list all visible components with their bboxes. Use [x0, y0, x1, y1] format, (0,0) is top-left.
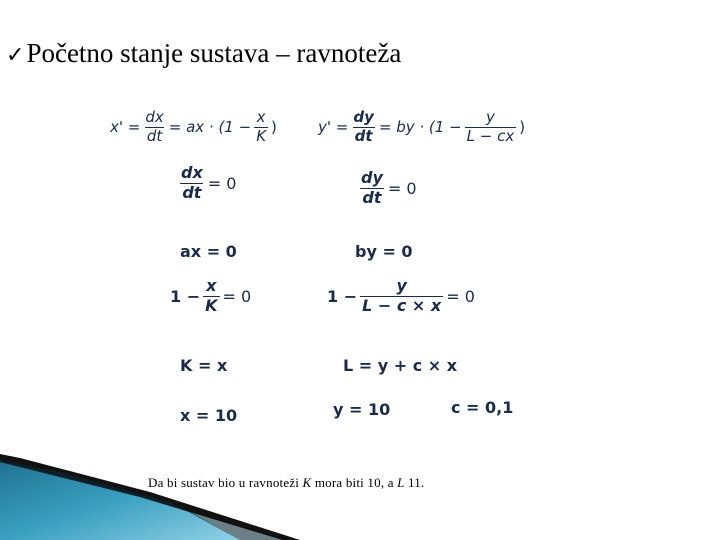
equation-y-equals-10: y = 10 — [333, 400, 391, 419]
equation-by-zero: by = 0 — [355, 242, 413, 261]
title-text: Početno stanje sustava – ravnoteža — [26, 38, 402, 68]
equation-k-equals-x: K = x — [180, 356, 228, 375]
conclusion-caption: Da bi sustav bio u ravnoteži K mora biti 10, a L 11. — [148, 475, 425, 490]
equation-y-prime: y' = $\frac{dy}{dt}$ = by · (1 − $\frac{y}{L - cx}$ ) — [318, 108, 526, 145]
equation-dydt-zero: $\frac{dy}{dt}$ = 0 — [361, 168, 417, 207]
equation-c-equals: c = 0,1 — [451, 398, 514, 417]
equation-one-minus-y-over-l: 1 − $\frac{y}{L - c \times x}$ = 0 — [327, 276, 475, 315]
equation-dxdt-zero: $\frac{dx}{dt}$ = 0 — [181, 163, 237, 202]
checkmark-bullet-icon: ✓ — [6, 43, 25, 68]
equation-x-prime: x' = $\frac{dx}{dt}$ = ax · (1 − $\frac{x}{K}$ ) — [110, 108, 277, 145]
equation-ax-zero: ax = 0 — [180, 242, 237, 261]
equation-one-minus-x-over-k: 1 − $\frac{x}{K}$ = 0 — [170, 276, 252, 315]
equation-l-equals: L = y + c × x — [343, 356, 458, 375]
equation-x-equals-10: x = 10 — [180, 406, 238, 425]
